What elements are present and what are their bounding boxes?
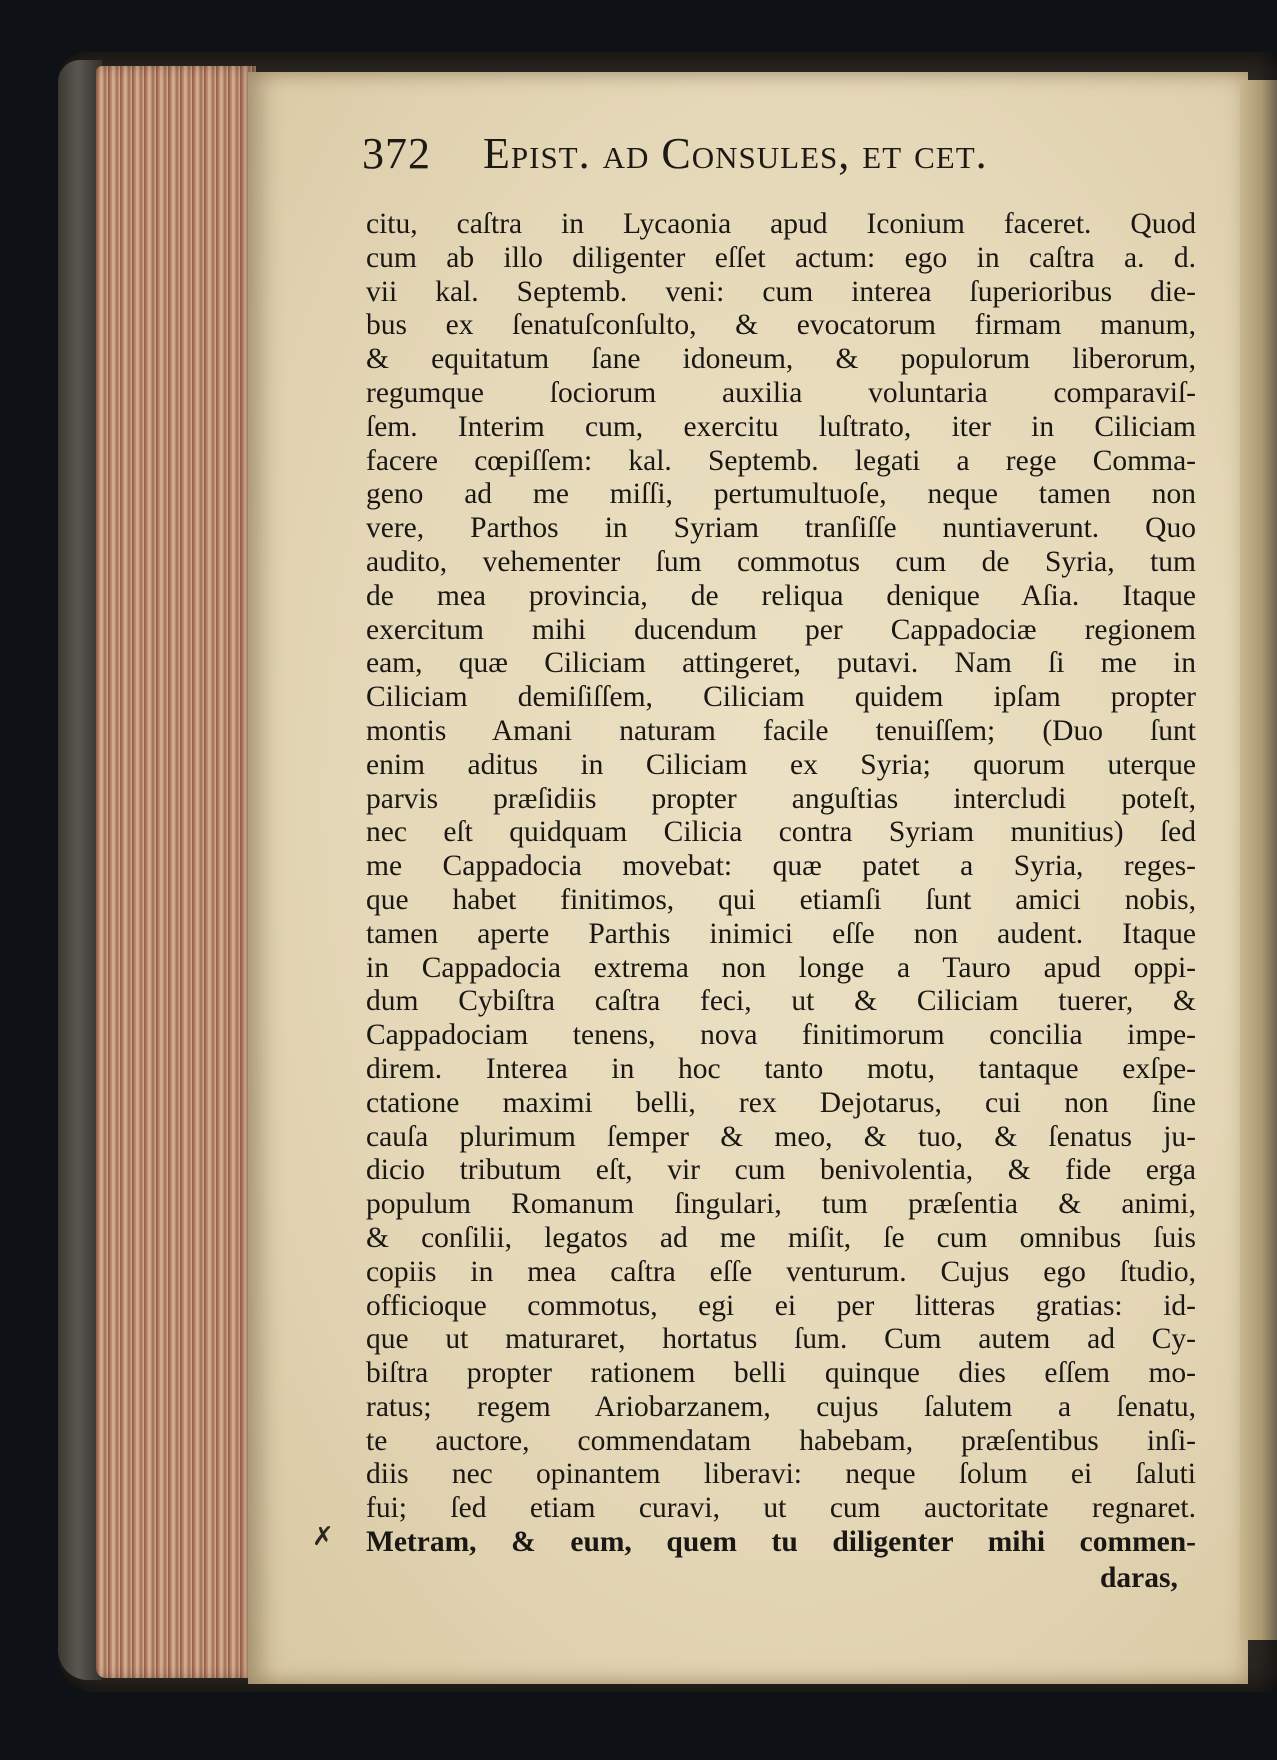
text-line: Cappadociam tenens, nova finitimorum concilia impe-: [366, 1019, 1196, 1052]
text-line: me Cappadocia movebat: quæ patet a Syria, reges-: [366, 850, 1196, 883]
text-line: direm. Interea in hoc tanto motu, tantaque exſpe-: [366, 1052, 1196, 1085]
running-head: [362, 128, 1122, 180]
catchword: daras,: [1100, 1562, 1178, 1594]
text-line: populum Romanum ſingulari, tum præſentia & animi,: [366, 1188, 1196, 1221]
running-head-title: Epist. ad Consules, et cet.: [483, 129, 988, 178]
text-line: ctatione maximi belli, rex Dejotarus, cui non ſine: [366, 1086, 1196, 1119]
text-line: facere cœpiſſem: kal. Septemb. legati a rege Comma-: [366, 444, 1196, 477]
text-line: citu, caſtra in Lycaonia apud Iconium faceret. Quod: [366, 208, 1196, 240]
text-line: in Cappadocia extrema non longe a Tauro apud oppi-: [366, 951, 1196, 984]
text-line: officioque commotus, egi ei per litteras gratias: id-: [366, 1289, 1196, 1322]
text-line: Ciliciam demiſiſſem, Ciliciam quidem ipſam propter: [366, 681, 1196, 714]
text-line: audito, vehementer ſum commotus cum de Syria, tum: [366, 545, 1196, 578]
text-line: ſem. Interim cum, exercitu luſtrato, iter in Ciliciam: [366, 410, 1196, 443]
text-line: montis Amani naturam facile tenuiſſem; (Duo ſunt: [366, 714, 1196, 747]
text-line: nec eſt quidquam Cilicia contra Syriam munitius) ſed: [366, 816, 1196, 849]
page-edges: [96, 66, 256, 1678]
text-line: vii kal. Septemb. veni: cum interea ſuperioribus die-: [366, 275, 1196, 308]
text-line: de mea provincia, de reliqua denique Aſia. Itaque: [366, 579, 1196, 612]
text-line: biſtra propter rationem belli quinque dies eſſem mo-: [366, 1357, 1196, 1390]
text-line: geno ad me miſſi, pertumultuoſe, neque tamen non: [366, 478, 1196, 511]
text-line: diis nec opinantem liberavi: neque ſolum ei ſaluti: [366, 1458, 1196, 1491]
text-line: ratus; regem Ariobarzanem, cujus ſalutem a ſenatu,: [366, 1390, 1196, 1423]
text-line: bus ex ſenatuſconſulto, & evocatorum firmam manum,: [366, 309, 1196, 342]
text-line: Metram, & eum, quem tu diligenter mihi commen-: [366, 1526, 1196, 1559]
text-line: que ut maturaret, hortatus ſum. Cum autem ad Cy-: [366, 1323, 1196, 1356]
text-line: eam, quæ Ciliciam attingeret, putavi. Nam ſi me in: [366, 647, 1196, 680]
text-line: & conſilii, legatos ad me miſit, ſe cum omnibus ſuis: [366, 1221, 1196, 1254]
text-line: regumque ſociorum auxilia voluntaria comparaviſ-: [366, 376, 1196, 409]
text-line: parvis præſidiis propter anguſtias intercludi poteſt,: [366, 782, 1196, 815]
text-line: dum Cybiſtra caſtra feci, ut & Ciliciam tuerer, &: [366, 985, 1196, 1018]
text-line: cum ab illo diligenter eſſet actum: ego in caſtra a. d.: [366, 241, 1196, 274]
text-line: dicio tributum eſt, vir cum benivolentia, & fide erga: [366, 1154, 1196, 1187]
text-line: enim aditus in Ciliciam ex Syria; quorum uterque: [366, 748, 1196, 781]
text-line: copiis in mea caſtra eſſe venturum. Cujus ego ſtudio,: [366, 1255, 1196, 1288]
page-number: 372: [362, 129, 431, 178]
text-line: fui; ſed etiam curavi, ut cum auctoritate regnaret.: [366, 1492, 1196, 1525]
body-text: [366, 208, 1196, 1560]
text-line: exercitum mihi ducendum per Cappadociæ regionem: [366, 613, 1196, 646]
facing-page-edge: [1240, 80, 1277, 1640]
text-line: & equitatum ſane idoneum, & populorum liberorum,: [366, 343, 1196, 376]
text-line: que habet finitimos, qui etiamſi ſunt amici nobis,: [366, 883, 1196, 916]
margin-mark-icon: ✗: [312, 1522, 334, 1551]
text-line: cauſa plurimum ſemper & meo, & tuo, & ſenatus ju-: [366, 1120, 1196, 1153]
text-line: tamen aperte Parthis inimici eſſe non audent. Itaque: [366, 917, 1196, 950]
text-line: vere, Parthos in Syriam tranſiſſe nuntiaverunt. Quo: [366, 512, 1196, 545]
text-line: te auctore, commendatam habebam, præſentibus inſi-: [366, 1424, 1196, 1457]
